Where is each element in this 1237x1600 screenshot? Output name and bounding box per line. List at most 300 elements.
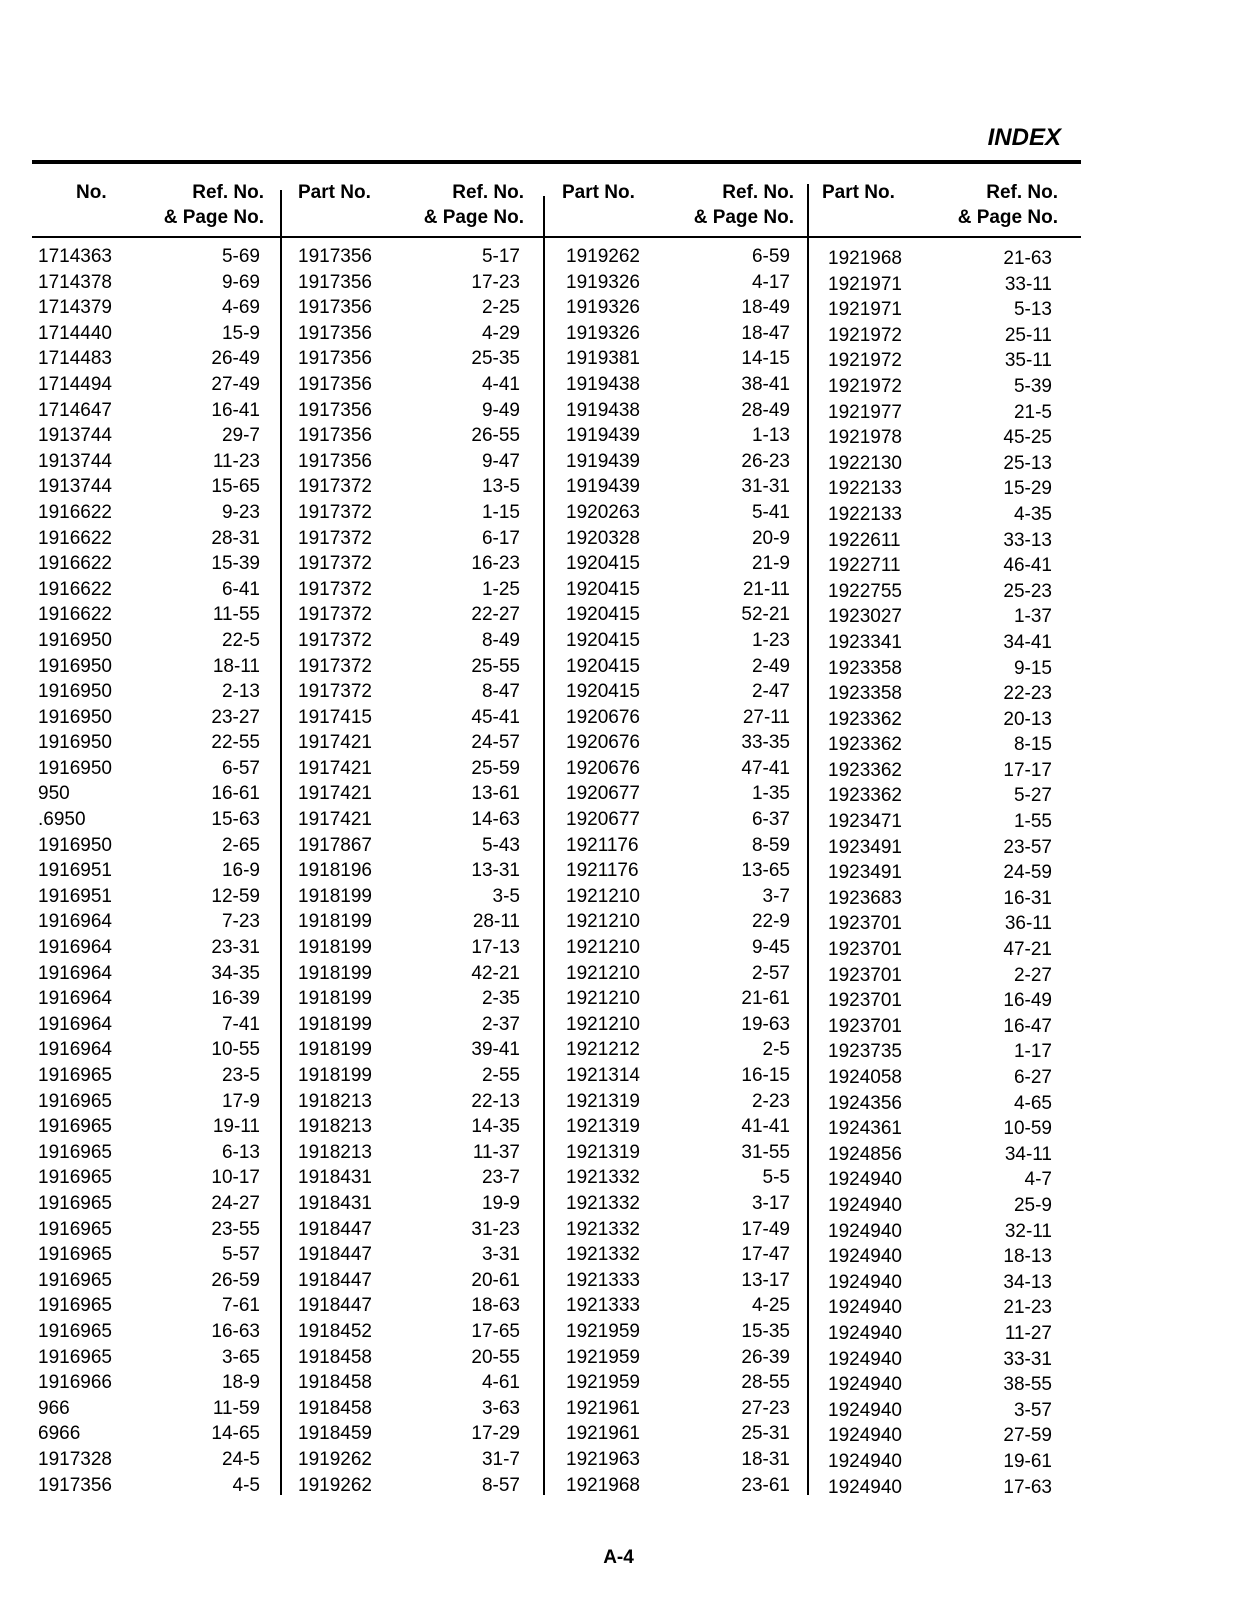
index-row [566,628,790,654]
part-number: 1916965 [38,1244,112,1266]
ref-page-number: 5-17 [481,246,520,267]
index-row [298,1421,520,1447]
part-number: 1916966 [38,1372,112,1394]
part-number: 1919439 [566,450,640,472]
index-row [38,807,260,833]
ref-page-number: 13-65 [741,860,790,882]
index-row [38,270,260,296]
ref-page-number: 6-27 [1013,1067,1052,1088]
index-row [298,244,520,270]
index-row [566,1268,790,1294]
index-row [566,1165,790,1191]
part-number: 1923683 [828,887,902,909]
part-number: 1923701 [828,964,902,986]
ref-page-number: 2-49 [751,655,790,677]
index-row [828,835,1052,861]
part-number: 1924940 [828,1220,902,1242]
part-number: 1921314 [566,1065,640,1086]
part-number: 1916622 [38,501,112,523]
ref-page-number: 34-41 [1003,631,1052,653]
index-row [566,1319,790,1345]
part-number: 1921210 [566,988,640,1010]
index-row [38,884,260,910]
ref-page-number: 6-41 [221,578,260,600]
part-number: 1919326 [566,297,640,319]
index-row [38,1037,260,1063]
part-number: 1923735 [828,1041,902,1063]
ref-page-number: 2-57 [751,962,790,984]
part-number: 1714363 [38,246,112,267]
ref-page-number: 3-63 [481,1397,520,1419]
index-row [38,961,260,987]
index-row [38,1473,260,1499]
index-row [38,1370,260,1396]
index-row [298,961,520,987]
ref-page-number: 9-47 [481,450,520,472]
part-number: 1918199 [298,937,372,959]
ref-page-number: 38-41 [741,373,790,395]
index-row [566,295,790,321]
part-number: 1918431 [298,1167,372,1189]
part-number: 1918459 [298,1423,372,1445]
ref-page-number: 45-41 [471,706,520,728]
index-row [828,1142,1052,1168]
index-row [566,500,790,526]
top-rule [32,160,1081,164]
index-row [298,526,520,552]
index-row [566,1063,790,1089]
part-number: 1916951 [38,885,112,907]
column-divider-1 [280,190,282,1495]
part-number: 1918199 [298,885,372,907]
part-number: 1923362 [828,785,902,807]
index-row [828,630,1052,656]
index-row [828,656,1052,682]
part-number: 1923701 [828,913,902,935]
part-number: 1921332 [566,1167,640,1189]
index-row [566,1447,790,1473]
index-row [298,1089,520,1115]
ref-page-number: 9-45 [751,937,790,959]
part-number: 1919439 [566,476,640,498]
index-row [298,1370,520,1396]
part-number: 1916622 [38,527,112,549]
ref-page-number: 26-55 [471,425,520,447]
index-row [298,577,520,603]
index-row [566,756,790,782]
ref-page-number: 5-43 [481,834,520,856]
part-number: 1924058 [828,1067,902,1088]
ref-page-number: 15-39 [211,553,260,575]
column-divider-3 [807,184,809,1495]
part-number: 1924940 [828,1476,902,1498]
ref-page-number: 23-31 [211,937,260,959]
index-row [566,372,790,398]
ref-page-number: 20-13 [1003,708,1052,730]
part-number: 1916965 [38,1116,112,1138]
index-row [298,884,520,910]
part-number: 1918199 [298,988,372,1010]
part-number: 1916950 [38,681,112,703]
part-number: 1919262 [298,1448,372,1470]
part-number: 1921176 [566,860,639,882]
index-row [566,321,790,347]
ref-page-number: 4-35 [1013,503,1052,525]
index-row [38,500,260,526]
ref-page-number: 31-23 [471,1218,520,1240]
part-number: 1913744 [38,476,112,498]
index-row [38,909,260,935]
index-row [298,1268,520,1294]
index-row [38,986,260,1012]
part-number: 1920415 [566,604,640,626]
ref-page-number: 21-11 [742,578,790,600]
index-row [298,1242,520,1268]
ref-page-number: 5-13 [1013,299,1052,321]
part-number: 1916965 [38,1090,112,1112]
ref-page-number: 19-63 [741,1013,790,1035]
ref-page-number: 21-63 [1003,248,1052,269]
part-number: 1919438 [566,373,640,395]
part-number: 1921210 [566,962,640,984]
ref-page-number: 23-57 [1003,836,1052,858]
part-number: 1919262 [298,1474,372,1496]
part-number: 1924361 [828,1118,902,1140]
part-number: 1918447 [298,1218,372,1240]
ref-page-number: 16-31 [1003,887,1052,909]
ref-page-number: 17-65 [471,1320,520,1342]
part-number: 1924856 [828,1143,902,1165]
part-number: 1922755 [828,580,902,602]
index-row [298,1191,520,1217]
ref-page-number: 26-39 [741,1346,790,1368]
part-number: 1916950 [38,629,112,651]
index-row [38,730,260,756]
index-row [566,781,790,807]
header-ref-no-2 [400,180,524,230]
ref-page-number: 10-55 [211,1039,260,1061]
index-row [828,1014,1052,1040]
ref-page-number: 3-17 [751,1192,790,1214]
ref-page-number: 9-23 [221,501,260,523]
ref-page-number: 24-5 [221,1448,260,1470]
index-row [298,449,520,475]
part-number: 1921968 [828,248,902,269]
part-number: 1924940 [828,1374,902,1396]
index-row [38,1089,260,1115]
index-row [298,909,520,935]
index-row [298,833,520,859]
part-number: 1916964 [38,1013,112,1035]
part-number: 1916964 [38,988,112,1010]
ref-page-number: 2-37 [481,1013,520,1035]
ref-page-number: 18-13 [1003,1246,1052,1268]
index-row [298,398,520,424]
part-number: 1918447 [298,1295,372,1317]
header-ref-line1: Ref. No. [192,182,264,203]
index-row [828,1116,1052,1142]
ref-page-number: 19-9 [481,1192,520,1214]
part-number: 1918452 [298,1320,372,1342]
ref-page-number: 11-27 [1004,1322,1052,1344]
ref-page-number: 34-13 [1003,1271,1052,1293]
index-row [828,1193,1052,1219]
part-number: 1917421 [298,783,372,805]
part-number: 1924940 [828,1169,902,1191]
part-number: 1917356 [298,246,372,267]
index-row [566,474,790,500]
ref-page-number: 1-37 [1013,606,1052,628]
ref-page-number: 26-49 [211,348,260,370]
ref-page-number: 16-23 [471,553,520,575]
part-number: 1917421 [298,809,372,831]
part-number: 1923491 [828,836,902,858]
index-row [828,348,1052,374]
index-column-2 [298,244,520,1498]
ref-page-number: 17-23 [471,271,520,293]
ref-page-number: 25-35 [471,348,520,370]
ref-page-number: 8-57 [481,1474,520,1496]
index-row [828,783,1052,809]
index-row [298,1319,520,1345]
ref-page-number: 2-5 [762,1039,790,1061]
index-row [298,679,520,705]
index-row [828,911,1052,937]
part-number: 1921963 [566,1448,640,1470]
part-number: 1924940 [828,1297,902,1319]
index-row [828,272,1052,298]
index-row [298,270,520,296]
part-number: 1923362 [828,708,902,730]
ref-page-number: 47-41 [741,757,790,779]
part-number: 1923027 [828,606,902,628]
ref-page-number: 21-5 [1013,401,1052,423]
part-number: 1917356 [298,348,372,370]
part-number: 1918196 [298,860,372,882]
ref-page-number: 18-63 [471,1295,520,1317]
part-number: 1920263 [566,501,640,523]
ref-page-number: 21-61 [741,988,790,1010]
ref-page-number: 17-29 [471,1423,520,1445]
index-row [38,295,260,321]
index-row [566,909,790,935]
part-number: 1922133 [828,503,902,525]
part-number: 1918199 [298,1039,372,1061]
part-number: 1913744 [38,425,112,447]
ref-page-number: 6-37 [751,809,790,831]
part-number: 1921210 [566,885,640,907]
part-number: 1923701 [828,990,902,1012]
index-row [828,1475,1052,1501]
index-row [38,551,260,577]
part-number: 1916950 [38,834,112,856]
index-row [828,425,1052,451]
ref-page-number: 15-29 [1003,478,1052,500]
index-row [298,935,520,961]
part-number: 1918447 [298,1244,372,1266]
ref-page-number: 35-11 [1004,350,1052,372]
ref-page-number: 14-65 [211,1423,260,1445]
ref-page-number: 27-23 [741,1397,790,1419]
ref-page-number: 16-49 [1003,990,1052,1012]
part-number: 1918199 [298,1013,372,1035]
index-row [828,1372,1052,1398]
ref-page-number: 13-5 [481,476,520,498]
index-row [38,1268,260,1294]
ref-page-number: 25-9 [1013,1194,1052,1216]
ref-page-number: 28-49 [741,399,790,421]
ref-page-number: 26-23 [741,450,790,472]
header-ref-line2: & Page No. [957,207,1058,228]
ref-page-number: 23-7 [481,1167,520,1189]
index-row [566,1191,790,1217]
ref-page-number: 33-31 [1003,1348,1052,1370]
part-number: .6950 [38,809,86,831]
part-number: 1923491 [828,862,902,884]
index-row [566,1345,790,1371]
page-title: INDEX [987,124,1061,151]
ref-page-number: 15-35 [741,1320,790,1342]
ref-page-number: 4-5 [232,1474,260,1496]
index-row [38,372,260,398]
ref-page-number: 47-21 [1003,939,1052,961]
ref-page-number: 23-5 [221,1065,260,1086]
index-row [828,988,1052,1014]
index-row [38,474,260,500]
part-number: 1921210 [566,1013,640,1035]
part-number: 1917372 [298,655,372,677]
ref-page-number: 31-31 [741,476,790,498]
ref-page-number: 9-49 [481,399,520,421]
ref-page-number: 25-23 [1003,580,1052,602]
index-row [828,579,1052,605]
header-ref-line1: Ref. No. [986,182,1058,203]
part-number: 1921319 [566,1141,640,1163]
ref-page-number: 2-55 [481,1065,520,1086]
ref-page-number: 2-65 [221,834,260,856]
index-row [38,398,260,424]
part-number: 1916964 [38,962,112,984]
part-number: 1919439 [566,425,640,447]
index-row [298,858,520,884]
index-row [828,963,1052,989]
index-row [38,1319,260,1345]
index-row [38,244,260,270]
part-number: 1916965 [38,1218,112,1240]
part-number: 1917356 [298,297,372,319]
index-row [566,807,790,833]
part-number: 950 [38,783,70,805]
ref-page-number: 1-55 [1013,811,1052,833]
index-row [38,756,260,782]
part-number: 1714379 [38,297,112,319]
index-row [566,346,790,372]
ref-page-number: 25-11 [1004,324,1052,346]
ref-page-number: 14-63 [471,809,520,831]
ref-page-number: 6-57 [221,757,260,779]
ref-page-number: 27-59 [1003,1425,1052,1447]
ref-page-number: 10-59 [1003,1118,1052,1140]
part-number: 1917372 [298,681,372,703]
part-number: 1917356 [298,399,372,421]
ref-page-number: 19-61 [1003,1450,1052,1472]
ref-page-number: 22-13 [471,1090,520,1112]
index-row [828,476,1052,502]
ref-page-number: 4-7 [1024,1169,1052,1191]
ref-page-number: 42-21 [471,962,520,984]
index-row [566,1473,790,1499]
index-column-4 [828,246,1052,1500]
ref-page-number: 8-49 [481,629,520,651]
part-number: 1921972 [828,350,902,372]
index-row [566,884,790,910]
index-row [828,937,1052,963]
part-number: 1920415 [566,553,640,575]
part-number: 1916950 [38,732,112,754]
ref-page-number: 31-55 [741,1141,790,1163]
index-row [566,1396,790,1422]
index-row [566,398,790,424]
index-row [38,679,260,705]
index-row [566,423,790,449]
part-number: 1916965 [38,1065,112,1086]
ref-page-number: 11-55 [212,604,260,626]
part-number: 1916950 [38,757,112,779]
index-column-3 [566,244,790,1498]
part-number: 1917372 [298,604,372,626]
part-number: 1924940 [828,1246,902,1268]
ref-page-number: 5-5 [762,1167,790,1189]
header-ref-line1: Ref. No. [722,182,794,203]
index-row [298,1293,520,1319]
header-part-no-3: Part No. [562,182,635,203]
part-number: 1921176 [566,834,639,856]
part-number: 1921972 [828,375,902,397]
part-number: 1920415 [566,629,640,651]
part-number: 1920415 [566,578,640,600]
index-row [38,1012,260,1038]
ref-page-number: 9-69 [221,271,260,293]
part-number: 1922133 [828,478,902,500]
ref-page-number: 33-35 [741,732,790,754]
index-row [566,526,790,552]
index-row [566,679,790,705]
index-column-1 [38,244,260,1498]
ref-page-number: 21-23 [1003,1297,1052,1319]
part-number: 1714378 [38,271,112,293]
part-number: 1918431 [298,1192,372,1214]
index-row [298,551,520,577]
index-row [566,577,790,603]
index-row [298,1012,520,1038]
header-ref-no-1 [140,180,264,230]
ref-page-number: 1-13 [751,425,790,447]
index-row [828,1423,1052,1449]
index-row [566,705,790,731]
part-number: 1923701 [828,1015,902,1037]
ref-page-number: 13-17 [741,1269,790,1291]
part-number: 1917372 [298,629,372,651]
ref-page-number: 3-7 [762,885,790,907]
index-row [828,374,1052,400]
index-row [828,886,1052,912]
index-row [828,297,1052,323]
header-ref-line2: & Page No. [423,207,524,228]
part-number: 1921210 [566,937,640,959]
part-number: 1923358 [828,683,902,705]
part-number: 1921977 [828,401,902,423]
ref-page-number: 33-11 [1004,273,1052,295]
